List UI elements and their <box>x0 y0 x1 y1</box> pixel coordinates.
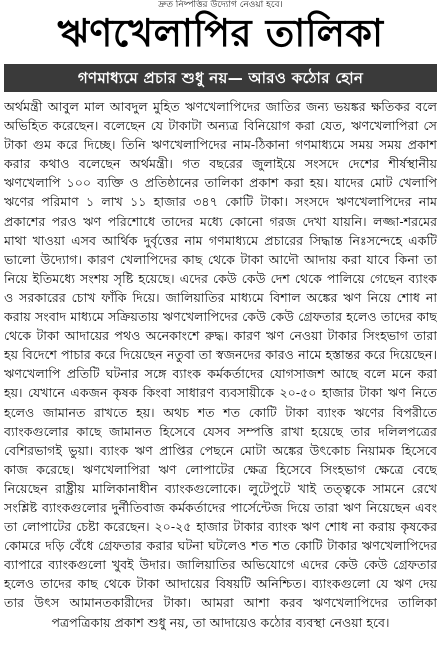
article-subheadline: গণমাধ্যমে প্রচার শুধু নয়— আরও কঠোর হোন <box>4 64 437 92</box>
article-headline: ঋণখেলাপির তালিকা <box>57 11 384 55</box>
previous-article-tail: দ্রুত নিষ্পত্তির উদ্যোগ নেওয়া হবে। <box>158 0 283 10</box>
article-body: অর্থমন্ত্রী আবুল মাল আবদুল মুহিত ঋণখেলাপিদের জাতির জন্য ভয়ঙ্কর ক্ষতিকর বলে অভিহিত করেছেন। বলেছেন যে টাকাটা অন্যত্র বিনিয়োগ করা যেত, ঋণখেলাপিরা সে টাকা গুম করে দিচ্ছে। তিনি ঋণখেলাপিদের নাম-ঠিকানা গণমাধ্যমে সময় সময় প্রকাশ করার কথাও বলেছেন অর্থমন্ত্রী। গত বছরের জুলাইয়ে সংসদে দেশের শীর্ষস্থানীয় ঋণখেলাপি ১০০ ব্যক্তি ও প্রতিষ্ঠানের তালিকা প্রকাশ করা হয়। যাদের মোট খেলাপি ঋণের পরিমাণ ১ লাখ ১১ হাজার ৩৪৭ কোটি টাকা। সংসদে ঋণখেলাপিদের নাম প্রকাশের পরও ঋণ পরিশোধে তাদের মধ্যে কোনো গরজ দেখা যায়নি। লজ্জা-শরমের মাথা খাওয়া এসব আর্থিক দুর্বৃত্তের নাম গণমাধ্যমে প্রচারের সিদ্ধান্ত নিঃসন্দেহে একটি ভালো উদ্যোগ। কারণ খেলাপিদের কাছ থেকে টাকা আদৌ আদায় করা যাবে কিনা তা নিয়ে ইতিমধ্যে সংশয় সৃষ্টি হয়েছে। এদের কেউ কেউ দেশ থেকে পালিয়ে গেছেন ব্যাংক ও সরকারের চোখ ফাঁকি দিয়ে। জালিয়াতির মাধ্যমে বিশাল অঙ্কের ঋণ নিয়ে শোধ না করায় সংবাদ মাধ্যমে সক্রিয়তায় ঋণখেলাপিদের কেউ কেউ গ্রেফতার হলেও তাদের কাছ থেকে টাকা আদায়ের পথও অনেকাংশে রুদ্ধ। কারণ ঋণ নেওয়া টাকার সিংহভাগ তারা হয় বিদেশে পাচার করে দিয়েছেন নতুবা তা স্বজনদের কারও নামে হস্তান্তর করে দিয়েছেন। ঋণখেলাপি প্রতিটি ঘটনার সঙ্গে ব্যাংক কর্মকর্তাদের যোগসাজশ আছে বলে মনে করা হয়। যেখানে একজন কৃষক কিংবা সাধারণ ব্যবসায়ীকে ২০-৫০ হাজার টাকা ঋণ নিতে হলেও জামানত রাখতে হয়। অথচ শত শত কোটি টাকা ব্যাংক ঋণের বিপরীতে ব্যাংকগুলোর কাছে জামানত হিসেবে যেসব সম্পত্তি রাখা হয়েছে তার দলিলপত্রের বেশিরভাগই ভুয়া। ব্যাংক ঋণ প্রাপ্তির পেছনে মোটা অঙ্কের উৎকোচ নিয়ামক হিসেবে কাজ করেছে। ঋণখেলাপিরা ঋণ লোপাটের ক্ষেত্র হিসেবে সিংহভাগ ক্ষেত্রে বেছে নিয়েছেন রাষ্ট্রীয় মালিকানাধীন ব্যাংকগুলোকে। লুটেপুটে খাই তত্ত্বকে সামনে রেখে সংশ্লিষ্ট ব্যাংকগুলোর দুর্নীতিবাজ কর্মকর্তাদের পার্সেন্টেজ দিয়ে তারা ঋণ নিয়েছেন এবং তা লোপাটের চেষ্টা করেছেন। ২০-২৫ হাজার টাকার ব্যাংক ঋণ শোধ না করায় কৃষকের কোমরে দড়ি বেঁধে গ্রেফতার করার ঘটনা ঘটলেও শত শত কোটি টাকার ঋণখেলাপিদের ব্যাপারে ব্যাংকগুলো খুবই উদার। জালিয়াতির অভিযোগে এদের কেউ কেউ গ্রেফতার হলেও তাদের কাছ থেকে টাকা আদায়ের বিষয়টি অনিশ্চিত। ব্যাংকগুলো যে ঋণ দেয় তার উৎস আমানতকারীদের টাকা। আমরা আশা করব ঋণখেলাপিদের তালিকা পত্রপত্রিকায় প্রকাশ শুধু নয়, তা আদায়েও কঠোর ব্যবস্থা নেওয়া হবে। <box>4 99 437 630</box>
